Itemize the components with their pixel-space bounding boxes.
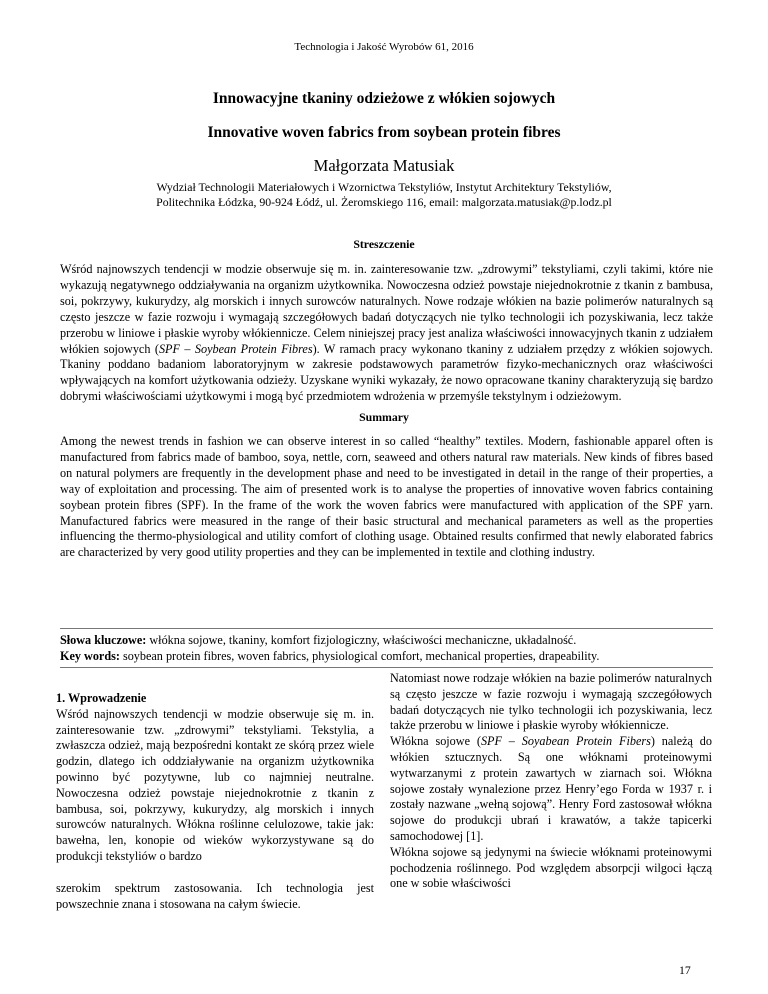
streszczenie-text-b: ). W ramach pracy wykonano tkaniny z udziałem przędzy z włókien sojowych. Tkaniny poddano badaniom laboratoryjnym w zakresie podstawowych parametrów fizyko-mechanicznych oraz właściwości wpływających na komfort użytkowania odzieży. Uzyskane wyniki wykazały, że nowo opracowane tkaniny charakteryzują się bardzo dobrymi właściwościami użytkowymi i mogą być przedmiotem wdrożenia w przemyśle tekstylnym i odzieżowym. bbox=[60, 341, 713, 404]
streszczenie-abstract bbox=[60, 262, 713, 405]
right-paragraph-2-a: Włókna sojowe ( bbox=[390, 734, 481, 749]
section-heading-introduction: 1. Wprowadzenie bbox=[56, 691, 147, 705]
title-polish: Innowacyjne tkaniny odzieżowe z włókien sojowych bbox=[212, 90, 556, 107]
summary-abstract: Among the newest trends in fashion we can observe interest in so called “healthy” textiles. Modern, fashionable apparel often is manufactured from fabrics made of bamboo, soya, nettle, corn, seaweed and others natural raw materials. New kinds of fibres based on natural polymers are frequently in the development phase and need to be investigated in detail in the range of their properties, a way of exploitation and processing. The aim of presented work is to analyse the properties of innovative woven fabrics containing soybean protein fibres (SPF). In the frame of the work the woven fabrics were manufactured with application of the SPF yarn. Manufactured fabrics were measured in the range of their basic structural and mechanical parameters as well as the properties influencing the thermo-physiological and utility comfort of clothing usage. Obtained results confirmed that newly elaborated fabrics are characterized by very good utility properties and they can be implemented in textile and clothing industry. bbox=[60, 434, 713, 560]
left-column bbox=[56, 684, 374, 912]
keywords-polish-label: Słowa kluczowe: bbox=[60, 633, 147, 647]
author-name: Małgorzata Matusiak bbox=[313, 156, 455, 175]
right-paragraph-2 bbox=[390, 734, 712, 845]
streszczenie-heading: Streszczenie bbox=[353, 237, 415, 251]
author-affiliation bbox=[60, 180, 708, 210]
right-column bbox=[390, 671, 712, 892]
streszczenie-text-italic: SPF – Soybean Protein Fibres bbox=[158, 341, 313, 356]
page-number: 17 bbox=[679, 963, 691, 977]
title-english: Innovative woven fabrics from soybean protein fibres bbox=[207, 124, 561, 141]
streszczenie-text-a: Wśród najnowszych tendencji w modzie obserwuje się m. in. zainteresowanie tzw. „zdrowymi” tekstyliami, czyli takimi, które nie wykazują negatywnego oddziaływania na organizm użytkownika. Nowoczesna odzież powstaje niejednokrotnie z tkanin z bambusa, soi, pokrzywy, kukurydzy, alg morskich i innych surowców naturalnych. Nowe rodzaje włókien na bazie polimerów naturalnych są często jeszcze w fazie rozwoju i wymagają szczegółowych badań dotyczących nie tylko technologii ich pozyskiwania, lecz także przerobu w liniowe i płaskie wyroby włókiennicze. Celem niniejszej pracy jest analiza właściwości innowacyjnych tkanin z udziałem włókien sojowych ( bbox=[60, 262, 713, 356]
affiliation-line-1: Wydział Technologii Materiałowych i Wzornictwa Tekstyliów, Instytut Architektury Tekstyliów, bbox=[156, 180, 612, 194]
right-paragraph-3: Włókna sojowe są jedynymi na świecie włóknami proteinowymi pochodzenia roślinnego. Pod względem absorpcji wilgoci łączą one w sobie właściwości bbox=[390, 844, 712, 891]
affiliation-line-2: Politechnika Łódzka, 90-924 Łódź, ul. Żeromskiego 116, email: malgorzata.matusiak@p.lodz.pl bbox=[156, 195, 612, 209]
keywords-english-text: soybean protein fibres, woven fabrics, physiological comfort, mechanical properties, drapeability. bbox=[119, 649, 600, 663]
journal-header: Technologia i Jakość Wyrobów 61, 2016 bbox=[294, 41, 474, 53]
intro-paragraph-2: szerokim spektrum zastosowania. Ich technologia jest powszechnie znana i stosowana na całym świecie. bbox=[56, 880, 374, 911]
keywords-polish-text: włókna sojowe, tkaniny, komfort fizjologiczny, właściwości mechaniczne, układalność. bbox=[146, 633, 577, 647]
keywords-english bbox=[60, 648, 713, 664]
keywords-english-label: Key words: bbox=[60, 649, 120, 663]
keywords-polish bbox=[60, 632, 713, 648]
right-paragraph-2-b: ) należą do włókien sztucznych. Są one włóknami proteinowymi wytwarzanymi z protein zawartych w ziarnach soi. Włókna sojowe zostały wynalezione przez Henry’ego Forda w 1937 r. i zostały nazwane „wełną sojową”. Henry Ford zastosował włókna sojowe do produkcji ubrań i krawatów, a także tapicerki samochodowej [1]. bbox=[390, 734, 712, 843]
intro-paragraph-1: Wśród najnowszych tendencji w modzie obserwuje się m. in. zainteresowanie tzw. „zdrowymi” tekstyliami. Tekstylia, a zwłaszcza odzież, mają bezpośredni kontakt ze skórą przez wiele godzin, dlatego ich oddziaływanie na organizm użytkownika powinno być pozytywne, lub co najmniej neutralne. Nowoczesna odzież powstaje niejednokrotnie z tkanin z bambusa, soi, pokrzywy, kukurydzy, alg morskich i innych surowców naturalnych. Włókna roślinne celulozowe, takie jak: bawełna, len, konopie od wieków wykorzystywane są do produkcji tekstyliów o bardzo bbox=[56, 706, 374, 863]
summary-heading: Summary bbox=[359, 410, 409, 424]
right-paragraph-1: Natomiast nowe rodzaje włókien na bazie polimerów naturalnych są często jeszcze w fazie rozwoju i wymagają szczegółowych badań dotyczących nie tylko technologii ich pozyskiwania, lecz także przerobu w liniowe i płaskie wyroby włókiennicze. bbox=[390, 671, 712, 733]
right-paragraph-2-italic: SPF – Soyabean Protein Fibers bbox=[480, 734, 651, 749]
keywords-top-rule bbox=[60, 628, 713, 629]
keywords-bottom-rule bbox=[60, 667, 713, 668]
